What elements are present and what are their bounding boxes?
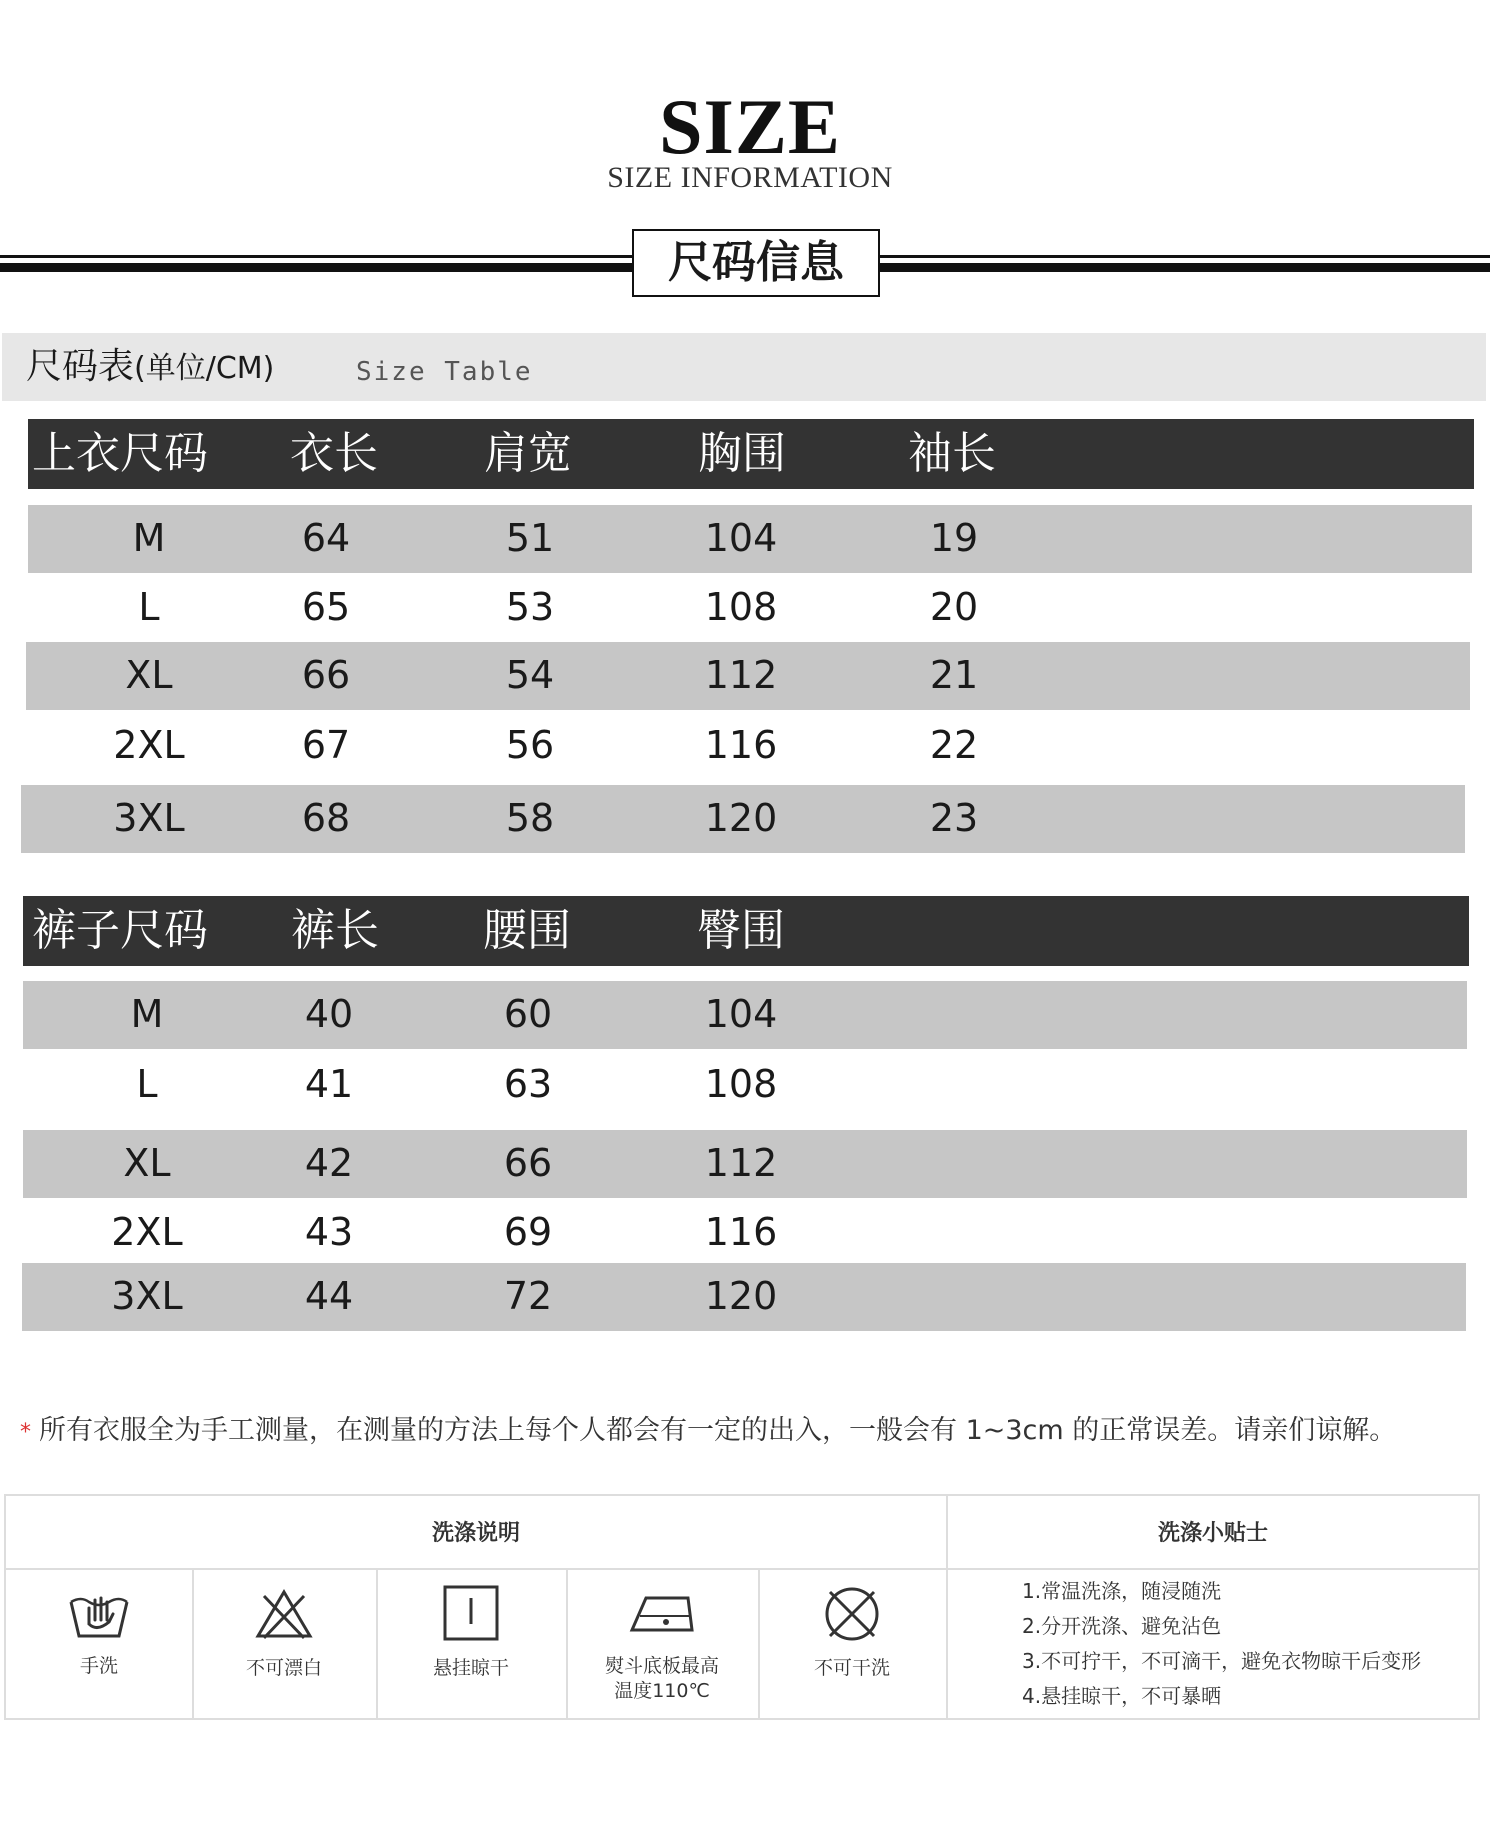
cell-sleeve: 23 [929, 796, 979, 840]
cell-length: 64 [301, 516, 351, 560]
care-label: 温度110℃ [614, 1680, 710, 1702]
cell-length: 67 [301, 723, 351, 767]
care-tip: 4.悬挂晾干，不可暴晒 [1022, 1684, 1222, 1708]
top-table-row [28, 574, 1472, 642]
care-item-iron [566, 1568, 758, 1716]
header-shoulder: 肩宽 [484, 428, 572, 479]
top-table-row [21, 785, 1465, 853]
measurement-note [20, 1414, 1396, 1450]
cell-shoulder: 54 [505, 653, 555, 697]
iron-icon [626, 1588, 698, 1638]
care-panel [4, 1494, 1480, 1720]
no-bleach-icon [254, 1588, 314, 1640]
cell-hip: 112 [704, 1141, 778, 1185]
cell-size: M [130, 992, 164, 1036]
divider-right-thick [880, 263, 1490, 272]
top-table-header [28, 419, 1474, 489]
cell-chest: 104 [704, 516, 778, 560]
size-table-title: 尺码表(单位/CM) [26, 346, 275, 387]
pants-table-row [22, 1263, 1466, 1331]
size-table-bar [2, 333, 1486, 401]
header-sleeve: 袖长 [908, 428, 996, 479]
cell-sleeve: 22 [929, 723, 979, 767]
care-label: 不可干洗 [813, 1657, 890, 1679]
hand-wash-icon [67, 1586, 131, 1642]
top-table-row [26, 642, 1470, 710]
cell-size: 3XL [111, 1274, 183, 1318]
care-item-no-dry-clean [758, 1568, 946, 1716]
cell-size: 3XL [113, 796, 185, 840]
section-label: 尺码信息 [632, 229, 880, 297]
pants-table-header [23, 896, 1469, 966]
cell-waist: 72 [503, 1274, 553, 1318]
page-title: SIZE [659, 83, 841, 170]
cell-hip: 108 [704, 1062, 778, 1106]
pants-table-row [23, 1130, 1467, 1198]
hang-dry-icon [442, 1584, 500, 1642]
pants-table-row [23, 981, 1467, 1049]
cell-hip: 120 [704, 1274, 778, 1318]
header-pants-length: 裤长 [291, 905, 379, 956]
cell-sleeve: 20 [929, 585, 979, 629]
header-chest: 胸围 [698, 428, 786, 479]
divider-left-thick [0, 263, 632, 272]
note-text: 所有衣服全为手工测量，在测量的方法上每个人都会有一定的出入，一般会有 1~3cm 的正常误差。请亲们谅解。 [39, 1415, 1397, 1446]
cell-size: 2XL [113, 723, 185, 767]
cell-size: L [136, 1062, 158, 1106]
care-tip: 3.不可拧干，不可滴干，避免衣物晾干后变形 [1022, 1649, 1422, 1673]
cell-length: 68 [301, 796, 351, 840]
care-instructions-title: 洗涤说明 [431, 1521, 520, 1546]
top-table-row [28, 505, 1472, 573]
pants-table-row [23, 1051, 1467, 1119]
care-tip: 1.常温洗涤，随浸随洗 [1022, 1579, 1222, 1603]
cell-length: 65 [301, 585, 351, 629]
header-length: 衣长 [290, 428, 378, 479]
care-item-hang-dry [376, 1568, 566, 1716]
care-label: 手洗 [79, 1655, 118, 1677]
care-label: 熨斗底板最高 [604, 1655, 719, 1677]
note-star-icon: * [20, 1420, 31, 1445]
header-waist: 腰围 [483, 905, 571, 956]
cell-size: XL [125, 653, 173, 697]
cell-chest: 112 [704, 653, 778, 697]
care-tip: 2.分开洗涤、避免沾色 [1022, 1614, 1222, 1638]
care-tips-list [1022, 1574, 1421, 1714]
header-pants-size: 裤子尺码 [32, 905, 208, 956]
size-table-unit: (单位/CM) [134, 351, 275, 386]
care-tips-title: 洗涤小贴士 [1157, 1521, 1268, 1546]
care-label: 悬挂晾干 [432, 1657, 509, 1679]
cell-shoulder: 58 [505, 796, 555, 840]
header-top-size: 上衣尺码 [32, 428, 208, 479]
cell-sleeve: 21 [929, 653, 979, 697]
cell-shoulder: 51 [505, 516, 555, 560]
pants-table-row [23, 1199, 1467, 1267]
cell-chest: 116 [704, 723, 778, 767]
size-table-en: Size Table [356, 357, 533, 387]
cell-size: L [138, 585, 160, 629]
page-subtitle: SIZE INFORMATION [607, 161, 893, 194]
cell-pants-length: 42 [304, 1141, 354, 1185]
cell-hip: 116 [704, 1210, 778, 1254]
cell-pants-length: 44 [304, 1274, 354, 1318]
cell-waist: 69 [503, 1210, 553, 1254]
cell-chest: 108 [704, 585, 778, 629]
header-hip: 臀围 [697, 905, 785, 956]
cell-size: M [132, 516, 166, 560]
care-label: 不可漂白 [245, 1657, 322, 1679]
cell-pants-length: 43 [304, 1210, 354, 1254]
cell-hip: 104 [704, 992, 778, 1036]
cell-size: XL [123, 1141, 171, 1185]
cell-waist: 66 [503, 1141, 553, 1185]
cell-sleeve: 19 [929, 516, 979, 560]
care-item-no-bleach [192, 1568, 376, 1716]
divider-right-thin [880, 255, 1490, 258]
cell-waist: 63 [503, 1062, 553, 1106]
cell-length: 66 [301, 653, 351, 697]
care-item-hand-wash [6, 1568, 192, 1716]
cell-shoulder: 56 [505, 723, 555, 767]
cell-size: 2XL [111, 1210, 183, 1254]
top-table-row [26, 712, 1470, 780]
cell-chest: 120 [704, 796, 778, 840]
cell-pants-length: 40 [304, 992, 354, 1036]
cell-shoulder: 53 [505, 585, 555, 629]
cell-waist: 60 [503, 992, 553, 1036]
no-dry-clean-icon [822, 1584, 882, 1644]
cell-pants-length: 41 [304, 1062, 354, 1106]
divider-left-thin [0, 255, 632, 258]
